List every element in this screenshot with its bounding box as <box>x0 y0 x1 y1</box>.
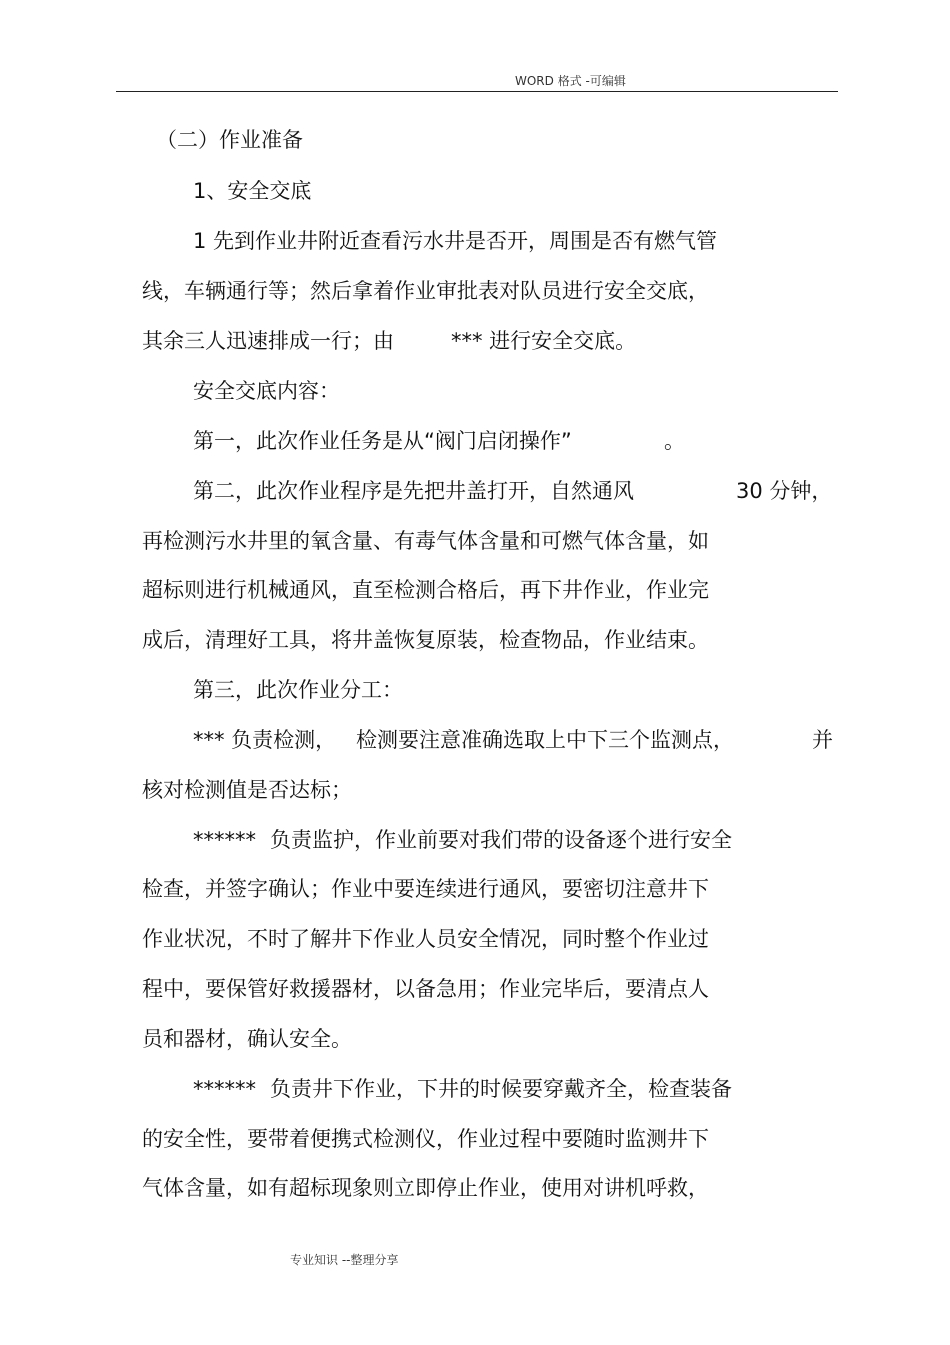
paragraph-line: 第三，此次作业分工： <box>193 678 403 702</box>
paragraph-line: 负责监护，作业前要对我们带的设备逐个进行安全 <box>270 828 732 852</box>
paragraph-line: 30 分钟， <box>736 479 833 503</box>
paragraph-line: 气体含量，如有超标现象则立即停止作业，使用对讲机呼救， <box>142 1176 709 1200</box>
paragraph-line: *** 负责检测， <box>193 728 337 752</box>
paragraph-line: 检查，并签字确认；作业中要连续进行通风，要密切注意井下 <box>142 877 709 901</box>
subsection-heading: 1、安全交底 <box>193 179 312 203</box>
section-heading: （二）作业准备 <box>156 128 303 152</box>
paragraph-line: 。 <box>664 429 685 453</box>
paragraph-line: 第一，此次作业任务是从“阀门启闭操作” <box>193 429 572 453</box>
paragraph-line: 员和器材，确认安全。 <box>142 1027 352 1051</box>
paragraph-line: ****** <box>193 828 256 852</box>
paragraph-line: 再检测污水井里的氧含量、有毒气体含量和可燃气体含量，如 <box>142 529 709 553</box>
page-footer: 专业知识 --整理分享 <box>290 1253 399 1267</box>
header-divider <box>116 91 838 92</box>
paragraph-line: 的安全性，要带着便携式检测仪，作业过程中要随时监测井下 <box>142 1127 709 1151</box>
paragraph-line: ****** <box>193 1077 256 1101</box>
paragraph-line: 检测要注意准确选取上中下三个监测点， <box>356 728 734 752</box>
paragraph-line: 安全交底内容： <box>193 379 340 403</box>
page-header: WORD 格式 -可编辑 <box>515 74 626 88</box>
paragraph-line: 作业状况，不时了解井下作业人员安全情况，同时整个作业过 <box>142 927 709 951</box>
paragraph-line: 线，车辆通行等；然后拿着作业审批表对队员进行安全交底， <box>142 279 709 303</box>
paragraph-line: *** 进行安全交底。 <box>451 329 637 353</box>
paragraph-line: 第二，此次作业程序是先把井盖打开，自然通风 <box>193 479 634 503</box>
paragraph-line: 并 <box>812 728 833 752</box>
paragraph-line: 超标则进行机械通风，直至检测合格后，再下井作业，作业完 <box>142 578 709 602</box>
paragraph-line: 核对检测值是否达标； <box>142 778 352 802</box>
paragraph-line: 成后，清理好工具，将井盖恢复原装，检查物品，作业结束。 <box>142 628 709 652</box>
paragraph-line: 其余三人迅速排成一行；由 <box>142 329 394 353</box>
paragraph-line: 1 先到作业井附近查看污水井是否开，周围是否有燃气管 <box>193 229 718 253</box>
paragraph-line: 负责井下作业，下井的时候要穿戴齐全，检查装备 <box>270 1077 732 1101</box>
paragraph-line: 程中，要保管好救援器材，以备急用；作业完毕后，要清点人 <box>142 977 709 1001</box>
